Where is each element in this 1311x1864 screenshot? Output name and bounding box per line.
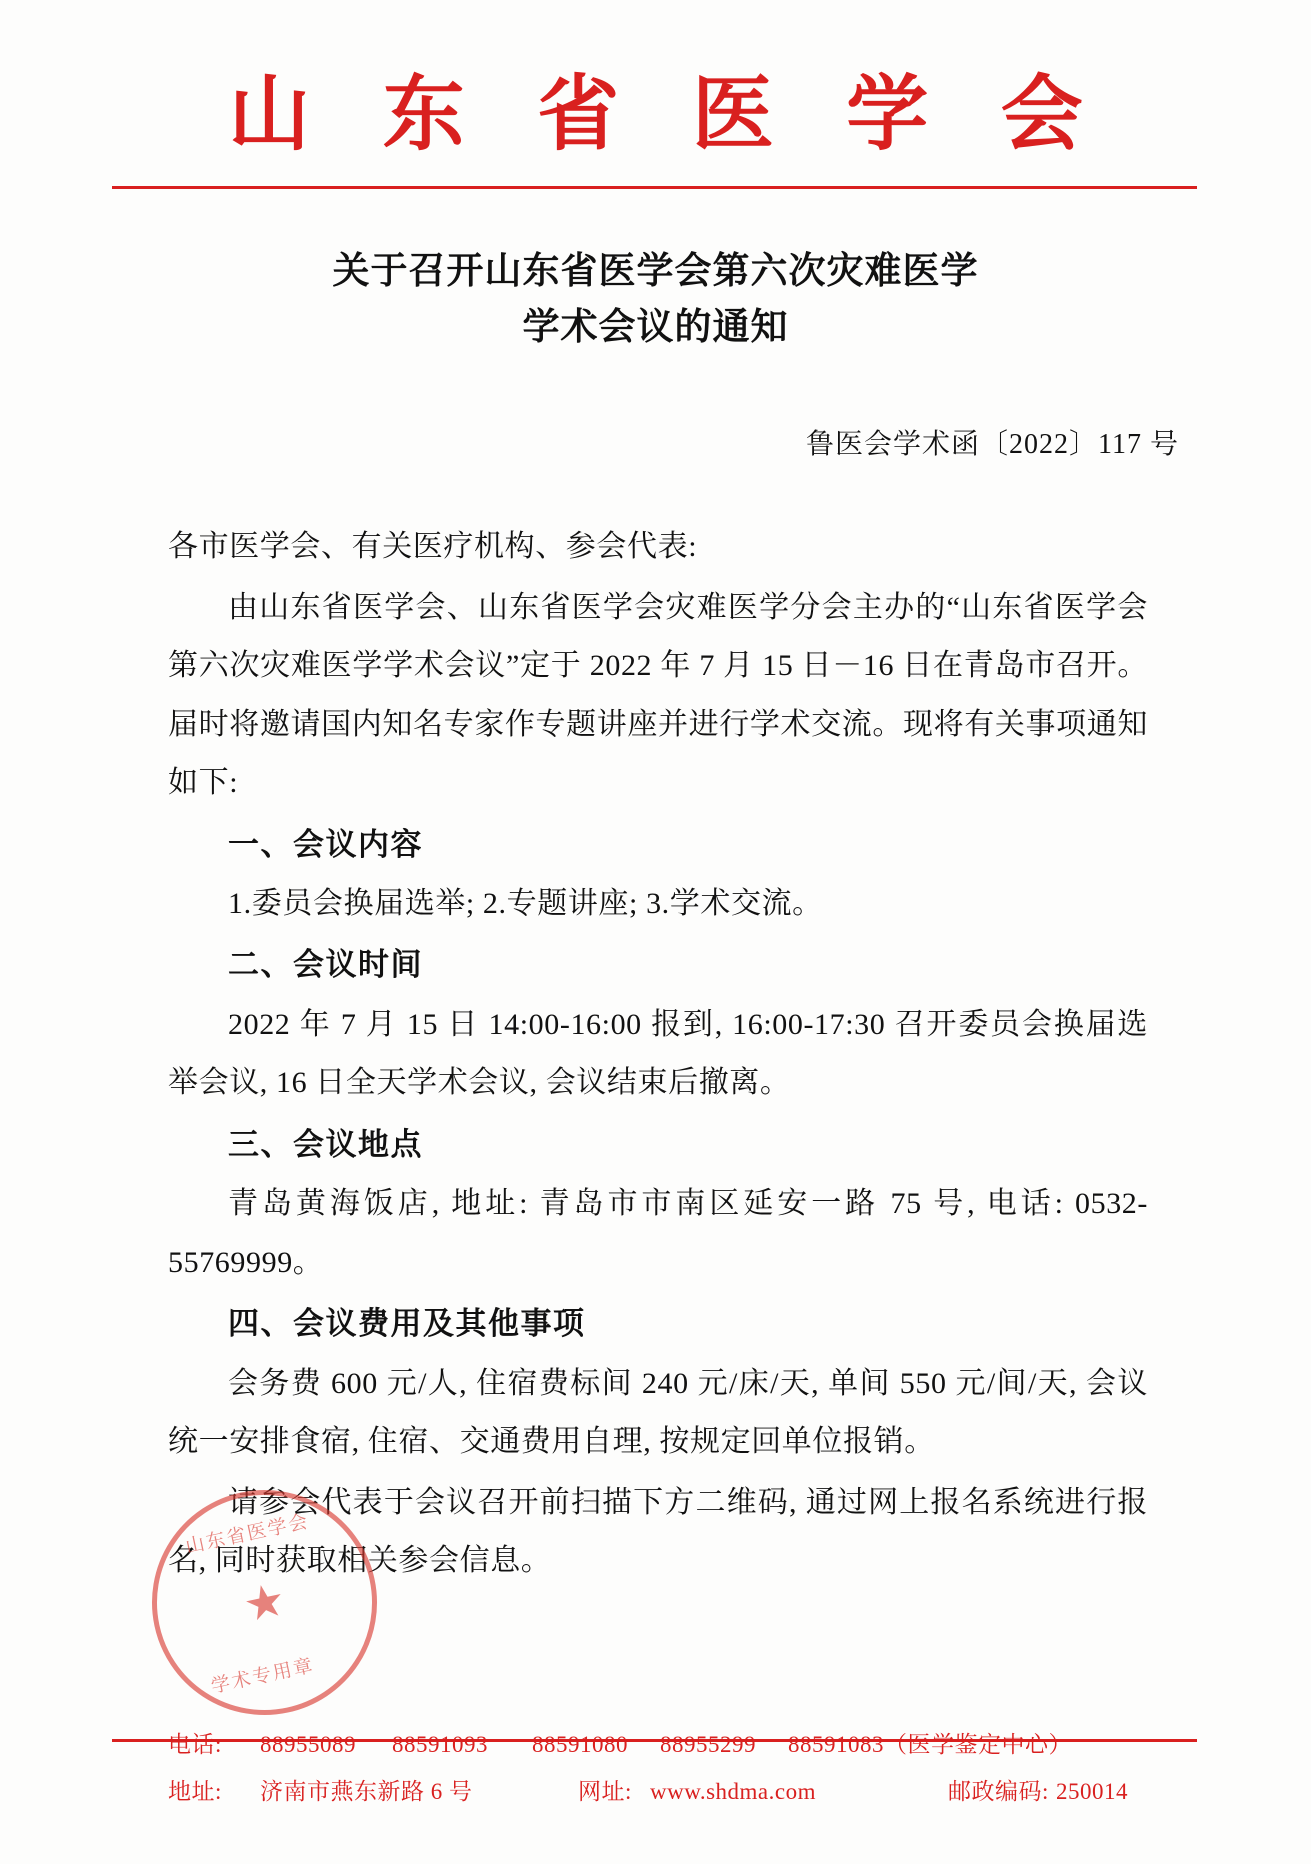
- footer-zip: 250014: [1056, 1779, 1128, 1804]
- footer-phone-label: 电话:: [168, 1732, 222, 1757]
- footer-phone-4: 88955299: [660, 1732, 756, 1757]
- organization-name: 山 东 省 医 学 会: [228, 69, 1109, 160]
- footer-phone-2: 88591093: [392, 1732, 488, 1757]
- section-1-paragraph-1: 1.委员会换届选举; 2.专题讲座; 3.学术交流。: [228, 886, 823, 920]
- footer-address-row: [168, 1773, 1168, 1806]
- footer-website[interactable]: www.shdma.com: [650, 1779, 816, 1804]
- seal-top-text: 山东省医学会: [183, 1511, 312, 1558]
- letterhead: [0, 69, 1311, 160]
- section-heading-2: 二、会议时间: [228, 947, 423, 983]
- salutation: 各市医学会、有关医疗机构、参会代表:: [168, 530, 698, 563]
- footer-zip-label: 邮政编码:: [948, 1779, 1049, 1804]
- document-number: 鲁医会学术函〔2022〕117 号: [806, 429, 1179, 460]
- title-line-2: 学术会议的通知: [522, 306, 789, 348]
- section-2-paragraph-1: 2022 年 7 月 15 日 14:00-16:00 报到, 16:00-17:30 召开委员会换届选举会议, 16 日全天学术会议, 会议结束后撤离。: [168, 1007, 1148, 1100]
- footer-phone-row: [168, 1726, 1168, 1759]
- section-3-paragraph-1: 青岛黄海饭店, 地址: 青岛市市南区延安一路 75 号, 电话: 0532-55769999。: [168, 1187, 1148, 1279]
- page-title: [0, 243, 1311, 355]
- footer-address: 济南市燕东新路 6 号: [260, 1779, 473, 1804]
- intro-paragraph: 由山东省医学会、山东省医学会灾难医学分会主办的“山东省医学会第六次灾难医学学术会议”定于 2022 年 7 月 15 日－16 日在青岛市召开。届时将邀请国内知名专家作专题讲座并进行学术交流。现将有关事项通知如下:: [168, 590, 1148, 799]
- section-heading-1: 一、会议内容: [228, 826, 423, 862]
- footer-website-label: 网址:: [578, 1779, 632, 1804]
- footer: [168, 1726, 1168, 1820]
- section-4-paragraph-1: 会务费 600 元/人, 住宿费标间 240 元/床/天, 单间 550 元/间/天, 会议统一安排食宿, 住宿、交通费用自理, 按规定回单位报销。: [168, 1366, 1148, 1459]
- letterhead-divider: [112, 186, 1197, 189]
- footer-phone-1: 88955089: [260, 1732, 356, 1757]
- document-body: [168, 518, 1148, 1593]
- footer-address-label: 地址:: [168, 1779, 222, 1804]
- section-heading-4: 四、会议费用及其他事项: [228, 1306, 586, 1342]
- footer-phone-5: 88591083（医学鉴定中心）: [788, 1732, 1072, 1757]
- footer-phone-3: 88591080: [532, 1732, 628, 1757]
- section-4-paragraph-2: 请参会代表于会议召开前扫描下方二维码, 通过网上报名系统进行报名, 同时获取相关参会信息。: [168, 1485, 1148, 1578]
- section-heading-3: 三、会议地点: [228, 1126, 423, 1162]
- seal-star-icon: ★: [238, 1572, 290, 1632]
- title-line-1: 关于召开山东省医学会第六次灾难医学: [332, 250, 979, 291]
- seal-bottom-text: 学术专用章: [209, 1655, 317, 1698]
